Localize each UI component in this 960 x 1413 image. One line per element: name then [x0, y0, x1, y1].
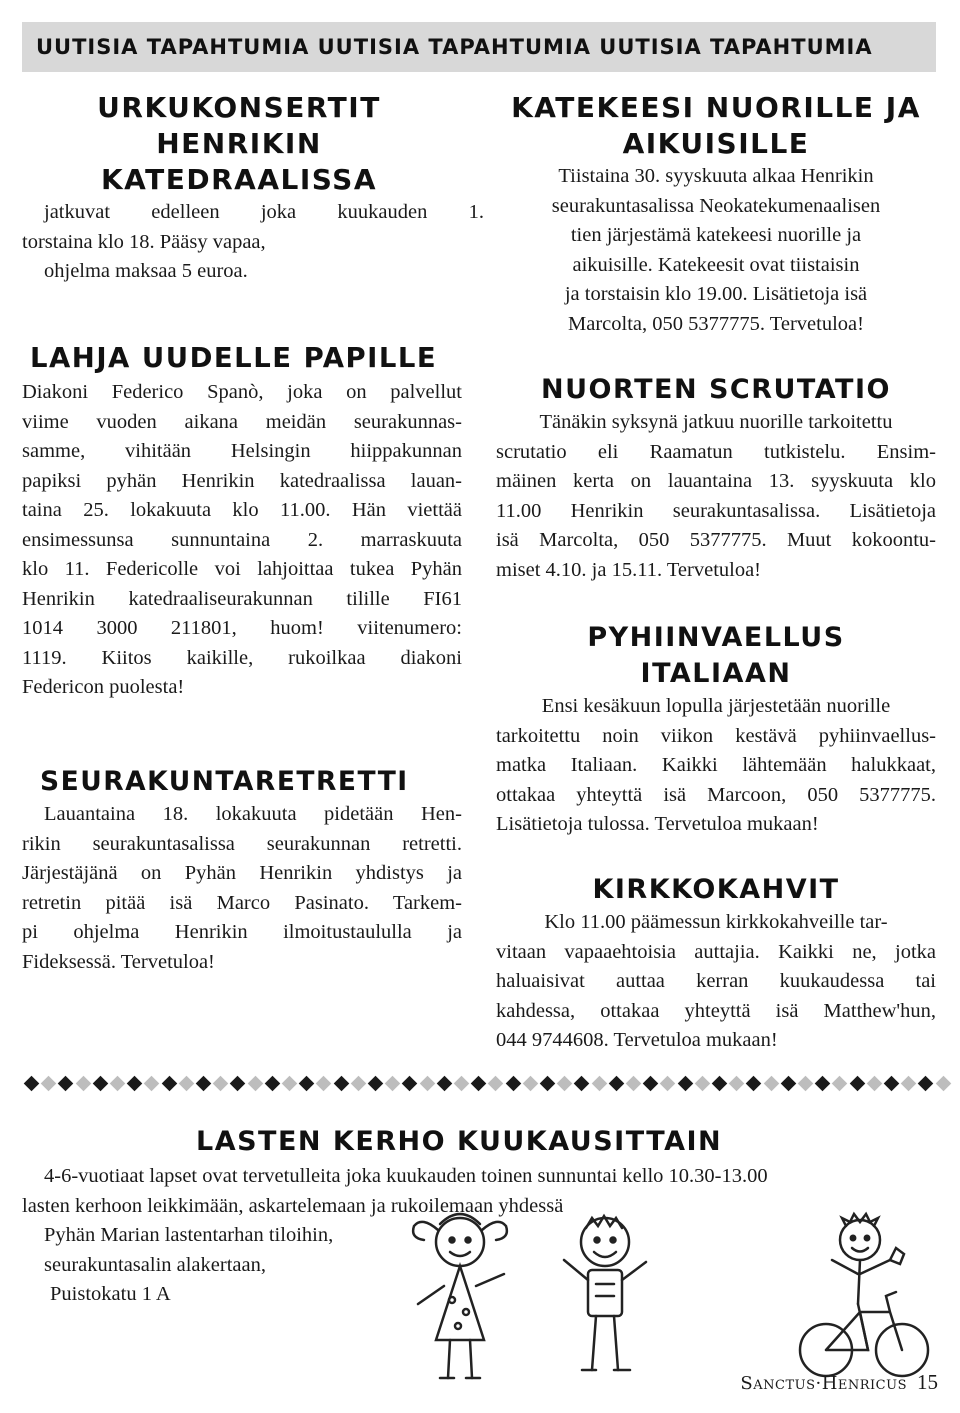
diamond-ornament — [935, 1076, 951, 1092]
diamond-ornament — [213, 1076, 229, 1092]
diamond-ornament — [402, 1076, 418, 1092]
article-body: jatkuvat edelleen joka kuukauden 1. torstaina klo 18. Pääsy vapaa, ohjelma maksaa 5 euroa. — [22, 201, 484, 282]
diamond-ornament — [660, 1076, 676, 1092]
article-youth-scrutatio — [496, 372, 936, 585]
diamond-ornament — [93, 1076, 109, 1092]
diamond-ornament — [867, 1076, 883, 1092]
diamond-ornament — [884, 1076, 900, 1092]
article-body: Lauantaina 18. lokakuuta pidetään Hen- rikin seurakuntasalissa seurakunnan retretti. Järjestäjänä on Pyhän Henrikin yhdistys ja retretin pitää isä Marco Pasinato. Tarkem- pi ohjelma Henrikin ilmoitustaululla ja Fideksessä. Tervetuloa! — [22, 803, 462, 973]
article-title: PYHIINVAELLUS ITALIAAN — [587, 622, 845, 689]
diamond-ornament — [385, 1076, 401, 1092]
article-title: KIRKKOKAHVIT — [592, 874, 840, 905]
diamond-ornament — [437, 1076, 453, 1092]
page-footer — [740, 1370, 938, 1395]
diamond-ornament — [798, 1076, 814, 1092]
diamond-ornament — [746, 1076, 762, 1092]
diamond-ornament — [540, 1076, 556, 1092]
article-church-coffee — [496, 872, 936, 1056]
diamond-ornament — [282, 1076, 298, 1092]
article-parish-retreat — [22, 764, 462, 977]
diamond-ornament — [58, 1076, 74, 1092]
diamond-ornament — [127, 1076, 143, 1092]
diamond-ornament — [471, 1076, 487, 1092]
article-title: LASTEN KERHO KUUKAUSITTAIN — [196, 1126, 723, 1157]
diamond-ornament — [505, 1076, 521, 1092]
publication-logo: Sanctus·Henricus — [740, 1373, 907, 1394]
article-title: LAHJA UUDELLE PAPILLE — [30, 342, 438, 374]
article-gift-for-priest — [22, 338, 462, 703]
boy-drawing — [550, 1200, 660, 1390]
article-title: KATEKEESI NUORILLE JA AIKUISILLE — [511, 91, 921, 160]
diamond-ornament — [488, 1076, 504, 1092]
article-title: NUORTEN SCRUTATIO — [541, 374, 891, 405]
article-pilgrimage-italy — [496, 620, 936, 840]
article-body: 4-6-vuotiaat lapset ovat tervetulleita joka kuukauden toinen sunnuntai kello 10.30-13.00 lasten kerhoon leikkimään, askartelemaan ja rukoilemaan yhdessä Pyhän Marian lastentarhan tiloihin, seurakuntasalin alakertaan, Puistokatu 1 A — [22, 1165, 768, 1305]
diamond-ornament — [265, 1076, 281, 1092]
diamond-ornament — [832, 1076, 848, 1092]
diamond-divider — [22, 1070, 936, 1100]
diamond-ornament — [179, 1076, 195, 1092]
article-body: Diakoni Federico Spanò, joka on palvellut viime vuoden aikana meidän seurakunnas- samme, vihitään Helsingin hiippakunnan papiksi pyhän Henrikin katedraalissa lauan- taina 25. lokakuuta klo 11.00. Hän viettää ensimessunsa sunnuntaina 2. marraskuuta klo 11. Federicolle voi lahjoittaa tukea Pyhän Henrikin katedraaliseurakunnan tilille FI61 1014 3000 211801, huom! viitenumero: 1119. Kiitos kaikille, rukoilkaa diakoni Federicon puolesta! — [22, 381, 462, 698]
diamond-ornament — [110, 1076, 126, 1092]
girl-drawing — [400, 1200, 520, 1390]
diamond-ornament — [230, 1076, 246, 1092]
diamond-ornament — [643, 1076, 659, 1092]
article-organ-concerts — [22, 90, 482, 287]
diamond-ornament — [677, 1076, 693, 1092]
article-body: Ensi kesäkuun lopulla järjestetään nuorille tarkoitettu noin viikon kestävä pyhiinvaellus- matka Italiaan. Kaikki lähtemään halukkaat, ottakaa yhteyttä isä Marcoon, 050 5377775. Lisätietoja tulossa. Tervetuloa mukaan! — [496, 695, 936, 835]
diamond-ornament — [557, 1076, 573, 1092]
diamond-ornament — [351, 1076, 367, 1092]
article-body: Tänäkin syksynä jatkuu nuorille tarkoitettu scrutatio eli Raamatun tutkistelu. Ensim- mäinen kerta on lauantaina 13. syyskuuta klo 11.00 Henrikin seurakuntasalissa. Lisätietoja isä Marcolta, 050 5377775. Muut kokoontu- miset 4.10. ja 15.11. Tervetuloa! — [496, 411, 936, 581]
diamond-ornament — [419, 1076, 435, 1092]
diamond-ornament — [161, 1076, 177, 1092]
article-title: URKUKONSERTIT HENRIKIN KATEDRAALISSA — [97, 91, 381, 196]
diamond-ornament — [368, 1076, 384, 1092]
diamond-ornament — [695, 1076, 711, 1092]
diamond-ornament — [41, 1076, 57, 1092]
diamond-ornament — [815, 1076, 831, 1092]
diamond-ornament — [247, 1076, 263, 1092]
diamond-ornament — [574, 1076, 590, 1092]
diamond-ornament — [609, 1076, 625, 1092]
diamond-ornament — [316, 1076, 332, 1092]
article-title: SEURAKUNTARETRETTI — [40, 766, 409, 797]
diamond-ornament — [781, 1076, 797, 1092]
diamond-ornament — [763, 1076, 779, 1092]
article-body: Klo 11.00 päämessun kirkkokahveille tar- vitaan vapaaehtoisia auttajia. Kaikki ne, jotka haluaisivat auttaa kerran kuukaudessa tai kahdessa, ottakaa yhteyttä isä Matthew'hun, 044 9744608. Tervetuloa mukaan! — [496, 911, 936, 1051]
bicycle-rider-drawing — [790, 1200, 940, 1390]
diamond-ornament — [196, 1076, 212, 1092]
diamond-ornament — [591, 1076, 607, 1092]
diamond-ornament — [523, 1076, 539, 1092]
news-banner: UUTISIA TAPAHTUMIA UUTISIA TAPAHTUMIA UUTISIA TAPAHTUMIA — [22, 22, 936, 72]
diamond-ornament — [901, 1076, 917, 1092]
diamond-ornament — [849, 1076, 865, 1092]
diamond-ornament — [24, 1076, 40, 1092]
diamond-ornament — [626, 1076, 642, 1092]
diamond-ornament — [712, 1076, 728, 1092]
page-number: 15 — [917, 1370, 938, 1394]
diamond-ornament — [454, 1076, 470, 1092]
diamond-ornament — [75, 1076, 91, 1092]
diamond-ornament — [333, 1076, 349, 1092]
diamond-ornament — [144, 1076, 160, 1092]
diamond-ornament — [299, 1076, 315, 1092]
diamond-ornament — [729, 1076, 745, 1092]
article-catechesis — [496, 90, 936, 339]
article-body: Tiistaina 30. syyskuuta alkaa Henrikin seurakuntasalissa Neokatekumenaalisen tien järjestämä katekeesi nuorille ja aikuisille. Katekeesit ovat tiistaisin ja torstaisin klo 19.00. Lisätietoja isä Marcolta, 050 5377775. Tervetuloa! — [551, 165, 881, 335]
diamond-ornament — [918, 1076, 934, 1092]
